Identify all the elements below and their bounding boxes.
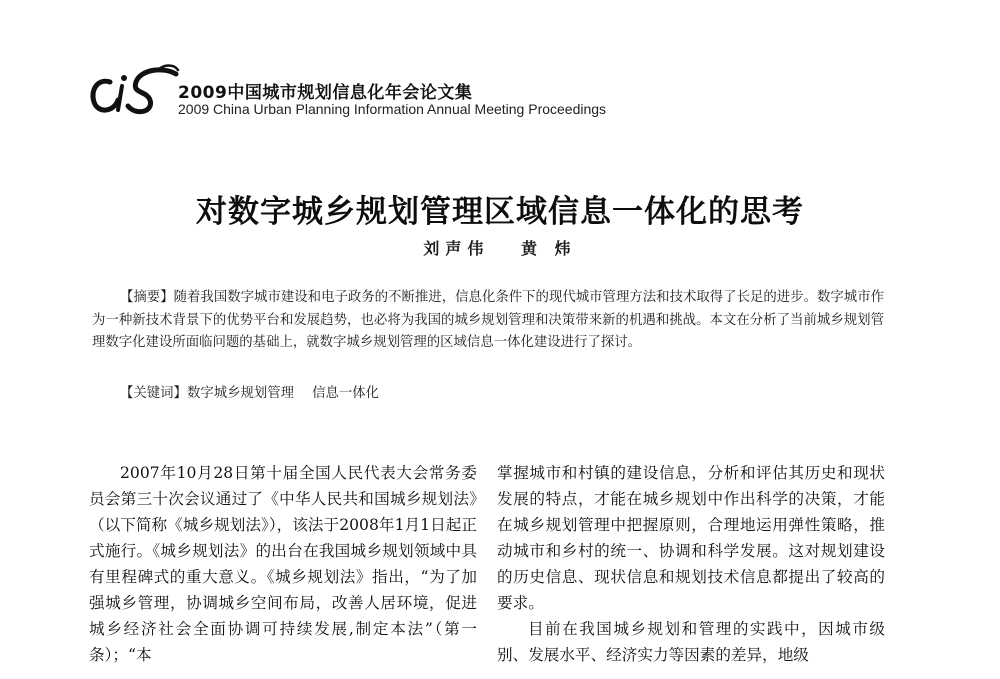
cis-logo bbox=[88, 60, 180, 122]
abstract-label: 【摘要】 bbox=[120, 290, 174, 305]
body-paragraph: 目前在我国城乡规划和管理的实践中，因城市级别、发展水平、经济实力等因素的差异，地级 bbox=[497, 620, 885, 664]
abstract bbox=[92, 287, 884, 355]
keywords bbox=[120, 382, 397, 401]
keyword: 数字城乡规划管理 bbox=[186, 386, 295, 401]
author-list bbox=[0, 236, 1000, 259]
author: 黄 炜 bbox=[521, 239, 577, 258]
keyword: 信息一体化 bbox=[312, 386, 380, 401]
abstract-text: 随着我国数字城市建设和电子政务的不断推进，信息化条件下的现代城市管理方法和技术取得了长足的进步。数字城市作为一种新技术背景下的优势平台和发展趋势，也必将为我国的城乡规划管理和决策带来新的机遇和挑战。本文在分析了当前城乡规划管理数字化建设所面临问题的基础上，就数字城乡规划管理的区域信息一体化建设进行了探讨。 bbox=[92, 290, 885, 350]
body-column-right bbox=[497, 460, 885, 668]
author: 刘声伟 bbox=[423, 239, 490, 258]
keywords-label: 【关键词】 bbox=[120, 386, 187, 401]
body-paragraph: 掌握城市和村镇的建设信息，分析和评估其历史和现状发展的特点，才能在城乡规划中作出科学的决策，才能在城乡规划管理中把握原则，合理地运用弹性策略，推动城市和乡村的统一、协调和科学发展。这对规划建设的历史信息、现状信息和规划技术信息都提出了较高的要求。 bbox=[497, 464, 885, 612]
proceedings-title-en: 2009 China Urban Planning Information Annual Meeting Proceedings bbox=[178, 101, 607, 117]
paper-title: 对数字城乡规划管理区域信息一体化的思考 bbox=[196, 194, 804, 230]
body-paragraph: 2007年10月28日第十届全国人民代表大会常务委员会第三十次会议通过了《中华人民共和国城乡规划法》（以下简称《城乡规划法》），该法于2008年1月1日起正式施行。《城乡规划法》的出台在我国城乡规划领域中具有里程碑式的重大意义。《城乡规划法》指出，“为了加强城乡管理，协调城乡空间布局，改善人居环境，促进城乡经济社会全面协调可持续发展,制定本法”（第一条）；“本 bbox=[89, 464, 477, 664]
proceedings-title-zh: 2009中国城市规划信息化年会论文集 bbox=[178, 83, 473, 103]
body-column-left bbox=[89, 460, 477, 668]
